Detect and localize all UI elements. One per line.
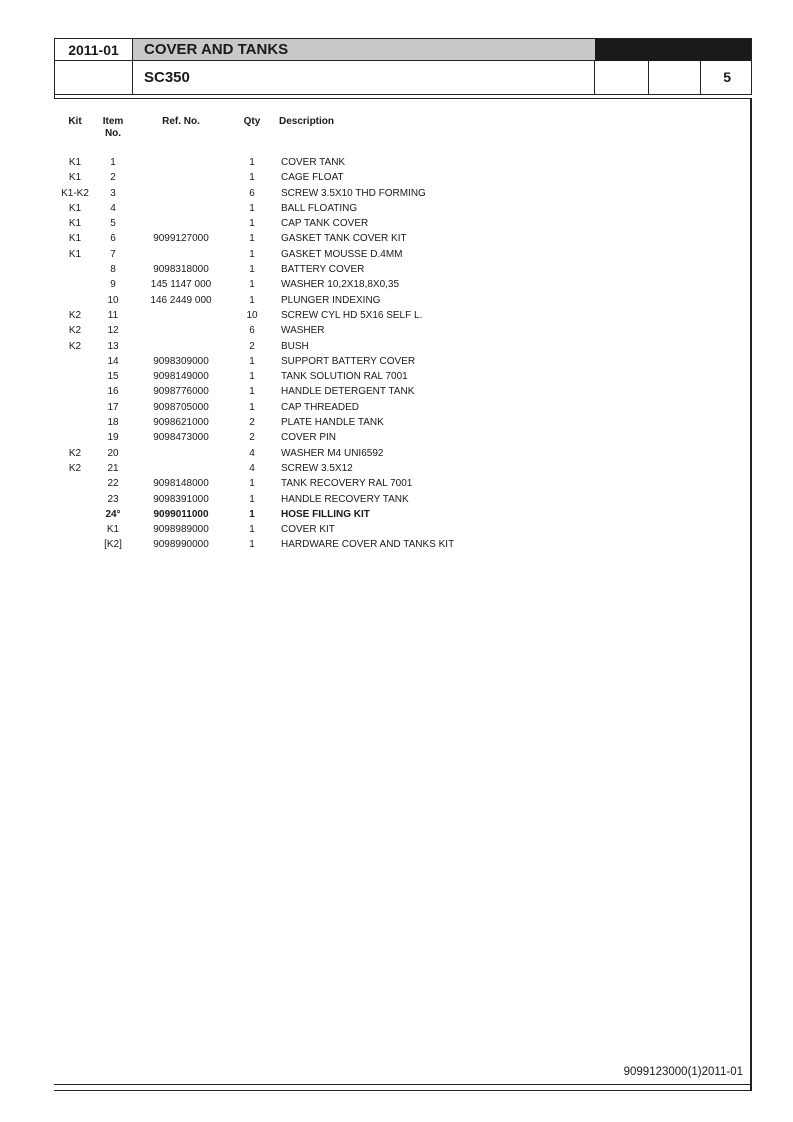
cell-description: PLUNGER INDEXING [281, 294, 381, 306]
cell-ref: 9099127000 [153, 233, 209, 245]
cell-qty: 1 [249, 478, 255, 490]
cell-item: 3 [110, 187, 116, 199]
document-code: 9099123000(1)2011-01 [623, 1066, 743, 1078]
table-row [0, 494, 793, 509]
cell-qty: 4 [249, 462, 255, 474]
cell-item: 12 [107, 325, 119, 337]
cell-description: BUSH [281, 340, 309, 352]
cell-qty: 1 [249, 401, 255, 413]
cell-item: 2 [110, 172, 116, 184]
cell-qty: 1 [249, 157, 255, 168]
cell-description: HANDLE RECOVERY TANK [281, 493, 409, 505]
table-row [0, 218, 793, 233]
cell-item: 23 [107, 493, 119, 505]
cell-description: COVER KIT [281, 524, 335, 536]
cell-kit: K1 [68, 202, 82, 214]
header-blank-cell [55, 61, 133, 94]
cell-ref: 9098149000 [153, 371, 209, 383]
cell-qty: 1 [249, 294, 255, 306]
page-number: 5 [723, 69, 731, 85]
cell-qty: 1 [249, 264, 255, 276]
table-row [0, 249, 793, 264]
cell-ref: 9098990000 [153, 539, 209, 551]
cell-description: CAP THREADED [281, 401, 359, 413]
table-row [0, 509, 793, 524]
cell-description: HARDWARE COVER AND TANKS KIT [281, 539, 455, 551]
table-row [0, 539, 793, 554]
cell-description: SCREW CYL HD 5X16 SELF L. [281, 309, 423, 321]
cell-kit: K1 [68, 172, 82, 184]
cell-qty: 1 [249, 508, 255, 520]
column-header-ref: Ref. No. [162, 116, 200, 127]
table-row [0, 264, 793, 279]
frame-line [54, 1090, 751, 1091]
cell-item: 13 [107, 340, 119, 352]
column-header-item-line1: Item [102, 116, 124, 127]
cell-kit: K2 [68, 462, 82, 474]
cell-item: 9 [110, 279, 116, 291]
cell-ref: 145 1147 000 [150, 279, 212, 291]
cell-kit: K2 [68, 309, 82, 321]
table-row [0, 188, 793, 203]
cell-item: 10 [107, 294, 119, 306]
cell-description: PLATE HANDLE TANK [281, 417, 384, 429]
cell-description: GASKET TANK COVER KIT [281, 233, 407, 245]
table-row [0, 203, 793, 218]
cell-qty: 1 [249, 355, 255, 367]
cell-description: CAGE FLOAT [281, 172, 344, 184]
cell-description: COVER TANK [281, 157, 346, 168]
cell-qty: 2 [249, 432, 255, 444]
table-row [0, 417, 793, 432]
cell-item: 4 [110, 202, 116, 214]
parts-table [0, 157, 793, 555]
cell-description: WASHER M4 UNI6592 [281, 447, 384, 459]
table-row [0, 463, 793, 478]
cell-qty: 2 [249, 417, 255, 429]
cell-kit: K2 [68, 340, 82, 352]
cell-ref: 9099011000 [153, 508, 209, 520]
frame-line [54, 98, 752, 99]
table-row [0, 478, 793, 493]
cell-qty: 6 [249, 187, 255, 199]
cell-qty: 1 [249, 539, 255, 551]
column-header-item [98, 116, 128, 140]
table-row [0, 341, 793, 356]
table-row [0, 448, 793, 463]
cell-qty: 1 [249, 233, 255, 245]
table-row [0, 402, 793, 417]
cell-qty: 1 [249, 493, 255, 505]
cell-description: CAP TANK COVER [281, 218, 369, 230]
cell-description: COVER PIN [281, 432, 337, 444]
cell-description: WASHER 10,2X18,8X0,35 [281, 279, 400, 291]
table-row [0, 432, 793, 447]
cell-description: SUPPORT BATTERY COVER [281, 355, 416, 367]
cell-description: TANK RECOVERY RAL 7001 [281, 478, 413, 490]
cell-qty: 1 [249, 218, 255, 230]
cell-description: BALL FLOATING [281, 202, 358, 214]
cell-item: 17 [107, 401, 119, 413]
cell-qty: 1 [249, 172, 255, 184]
cell-item: 11 [107, 309, 119, 321]
page-title: COVER AND TANKS [133, 39, 595, 61]
cell-item: 21 [107, 462, 119, 474]
cell-kit: K1 [68, 157, 82, 168]
frame-line [54, 1084, 751, 1085]
cell-item: 18 [107, 417, 119, 429]
cell-ref: 9098473000 [153, 432, 209, 444]
cell-item: [K2] [104, 539, 122, 551]
cell-kit: K1-K2 [61, 187, 89, 199]
cell-description: GASKET MOUSSE D.4MM [281, 248, 403, 260]
cell-item: 24° [105, 508, 121, 520]
cell-ref: 9098148000 [153, 478, 209, 490]
cell-description: SCREW 3.5X10 THD FORMING [281, 187, 426, 199]
column-header-kit: Kit [68, 116, 82, 127]
cell-ref: 9098705000 [153, 401, 209, 413]
column-header-item-line2: No. [104, 128, 122, 139]
table-row [0, 524, 793, 539]
cell-item: 16 [107, 386, 119, 398]
header-block [54, 38, 752, 95]
table-row [0, 279, 793, 294]
cell-ref: 9098621000 [153, 417, 209, 429]
cell-kit: K1 [68, 248, 82, 260]
cell-kit: K1 [68, 233, 82, 245]
table-row [0, 233, 793, 248]
column-header-qty: Qty [243, 116, 261, 127]
cell-kit: K1 [68, 218, 82, 230]
cell-item: 8 [110, 264, 116, 276]
cell-item: 5 [110, 218, 116, 230]
table-row [0, 371, 793, 386]
cell-item: 20 [107, 447, 119, 459]
cell-ref: 9098318000 [153, 264, 209, 276]
header-blank-cell [649, 61, 701, 94]
cell-ref: 9098989000 [153, 524, 209, 536]
cell-description: HOSE FILLING KIT [281, 508, 370, 520]
cell-ref: 9098309000 [153, 355, 209, 367]
cell-description: HANDLE DETERGENT TANK [281, 386, 415, 398]
table-row [0, 172, 793, 187]
cell-item: 22 [107, 478, 119, 490]
cell-description: TANK SOLUTION RAL 7001 [281, 371, 408, 383]
cell-qty: 4 [249, 447, 255, 459]
header-black-bar [595, 39, 751, 61]
cell-qty: 10 [246, 309, 258, 321]
cell-qty: 1 [249, 202, 255, 214]
cell-qty: 1 [249, 279, 255, 291]
table-row [0, 157, 793, 172]
table-row [0, 310, 793, 325]
cell-item: K1 [106, 524, 120, 536]
cell-ref: 9098776000 [153, 386, 209, 398]
cell-kit: K2 [68, 447, 82, 459]
model-name: SC350 [133, 61, 595, 94]
cell-item: 15 [107, 371, 119, 383]
table-row [0, 325, 793, 340]
cell-qty: 1 [249, 386, 255, 398]
cell-ref: 9098391000 [153, 493, 209, 505]
cell-qty: 1 [249, 524, 255, 536]
cell-description: SCREW 3.5X12 [281, 462, 353, 474]
header-date: 2011-01 [55, 39, 133, 61]
cell-qty: 1 [249, 248, 255, 260]
cell-qty: 2 [249, 340, 255, 352]
column-header-description: Description [279, 116, 335, 127]
cell-description: WASHER [281, 325, 325, 337]
table-row [0, 356, 793, 371]
cell-kit: K2 [68, 325, 82, 337]
cell-item: 1 [110, 157, 116, 168]
header-blank-cell [595, 61, 649, 94]
cell-ref: 146 2449 000 [150, 294, 212, 306]
table-row [0, 386, 793, 401]
table-row [0, 295, 793, 310]
cell-qty: 1 [249, 371, 255, 383]
cell-item: 7 [110, 248, 116, 260]
cell-description: BATTERY COVER [281, 264, 365, 276]
cell-qty: 6 [249, 325, 255, 337]
cell-item: 6 [110, 233, 116, 245]
cell-item: 14 [107, 355, 119, 367]
cell-item: 19 [107, 432, 119, 444]
